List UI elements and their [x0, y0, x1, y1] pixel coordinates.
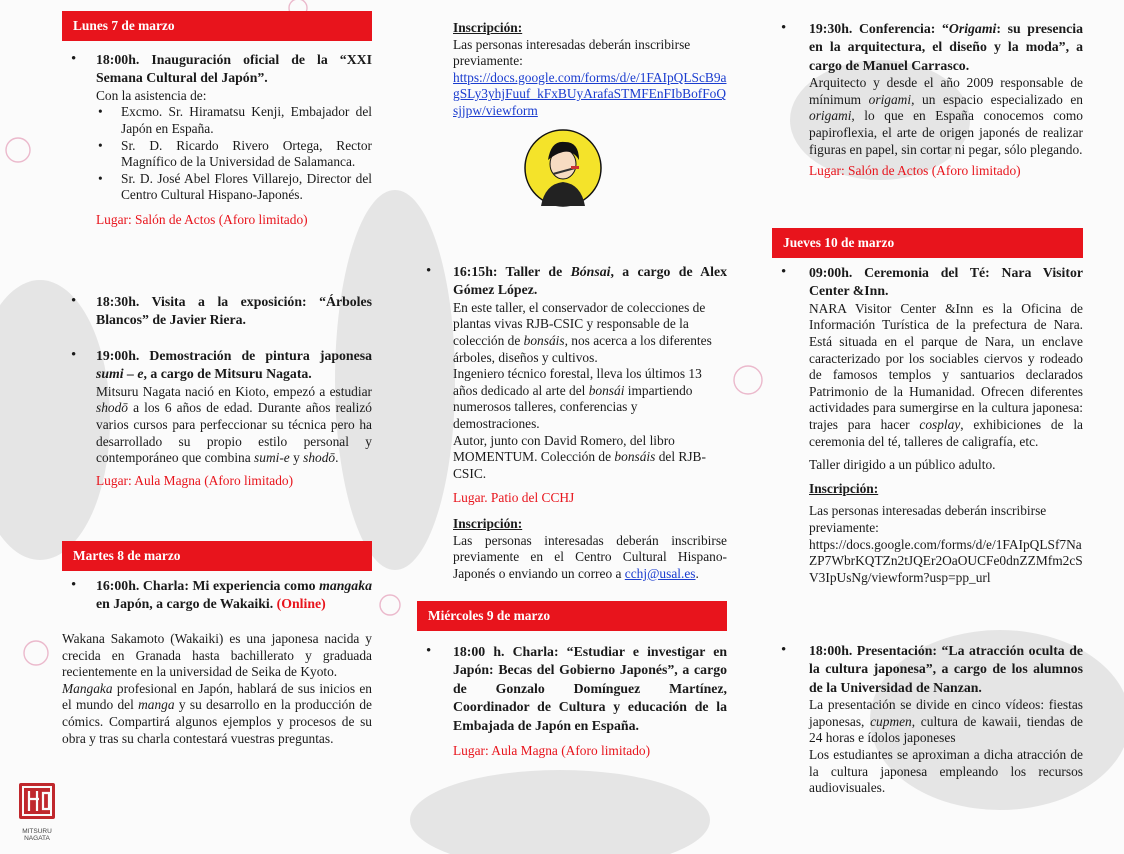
- email-link[interactable]: cchj@usal.es: [624, 565, 696, 581]
- event-title: 18:30h. Visita a la exposición: “Árboles Blancos” de Javier Riera.: [96, 294, 372, 328]
- inscripcion-text: Las personas interesadas deberán inscribirse previamente:: [809, 503, 1047, 535]
- online-badge: (Online): [276, 596, 326, 612]
- event-title: 18:00h. Inauguración oficial de la “XXI Semana Cultural del Japón”.: [96, 52, 372, 86]
- bullet: •: [781, 264, 787, 280]
- event-place: Lugar: Aula Magna (Aforo limitado): [453, 743, 651, 759]
- day-header-jueves: Jueves 10 de marzo: [772, 228, 1083, 258]
- mitsuru-nagata-logo: [17, 781, 57, 842]
- event-title: 16:15h: Taller de Bónsai, a cargo de Alex Gómez López.: [453, 264, 727, 298]
- event-place: Lugar: Aula Magna (Aforo limitado): [96, 472, 294, 488]
- day-header-miercoles: Miércoles 9 de marzo: [417, 601, 727, 631]
- attendee-item: • Sr. D. Ricardo Rivero Ortega, Rector Magnífico de la Universidad de Salamanca.: [121, 138, 372, 171]
- logo-caption: NAGATA: [24, 834, 50, 842]
- event-description: En este taller, el conservador de colecciones de plantas vivas RJB-CSIC y responsable de la colección de bonsáis, nos acerca a los diferentes árboles, diseños y cultivos.: [453, 299, 712, 365]
- bullet: •: [71, 293, 77, 309]
- bullet: •: [426, 263, 432, 279]
- inscripcion-block-2: [453, 516, 727, 582]
- event-title: 18:00 h. Charla: “Estudiar e investigar en Japón: Becas del Gobierno Japonés”, a cargo de Gonzalo Domínguez Martínez, Coordinador de Cultura y educación de la Embajada de Japón en España.: [453, 644, 727, 733]
- event-charla-mangaka: [62, 577, 372, 614]
- event-place: Lugar. Patio del CCHJ: [453, 490, 575, 506]
- bullet: •: [781, 20, 787, 36]
- inscripcion-text: Las personas interesadas deberán inscribirse previamente en el Centro Cultural Hispano-Japonés o enviando un correo a cchj@usal.es.: [453, 532, 727, 581]
- event-taller-bonsai: • 16:15h: Taller de Bónsai, a cargo de Alex Gómez López. En este taller, el conservador de colecciones de plantas vivas RJB-CSIC y responsable de la colección de bonsáis, nos acerca a los diferentes árboles, diseños y cultivos. Ingeniero técnico forestal, lleva los últimos 13 años dedicado al arte del bonsái impartiendo numerosos talleres, conferencias y demostraciones. Autor, junto con David Romero, del libro MOMENTUM. Colección de bonsáis del RJB-CSIC. Lugar. Patio del CCHJ: [426, 263, 727, 506]
- day-header-martes: Martes 8 de marzo: [62, 541, 372, 571]
- event-becas-japon: [417, 643, 727, 760]
- event-title: 19:30h. Conferencia: “Origami: su presencia en la arquitectura, el diseño y la moda”, a cargo de Manuel Carrasco.: [809, 21, 1083, 73]
- portrait-illustration: [523, 128, 603, 208]
- event-sumi-e: [62, 347, 372, 489]
- bullet: •: [71, 51, 77, 67]
- event-origami: [772, 20, 1083, 180]
- inscripcion-text: Las personas interesadas deberán inscribirse previamente:: [453, 36, 691, 69]
- event-description: La presentación se divide en cinco vídeos: fiestas japonesas, cupmen, cultura de kawaii, tiendas de 24 horas e ídolos japoneses: [809, 697, 1083, 746]
- event-place: Lugar: Salón de Actos (Aforo limitado): [809, 163, 1021, 179]
- event-description: NARA Visitor Center &Inn es la Oficina de Información Turística de la prefectura de Nara. Está situada en el parque de Nara, un enclave caracterizado por los sociables ciervos y rodeado de famosos templos y santuarios declarados Patrimonio de la Humanidad. Ofrecen diferentes actividades para sumergirse en la cultura japonesa: trajes para hacer cosplay, exhibiciones de la ceremonia del té, talleres de caligrafía, etc.: [809, 300, 1083, 449]
- bullet: •: [426, 643, 432, 659]
- event-charla-mangaka-description: Wakana Sakamoto (Wakaiki) es una japonesa nacida y crecida en Granada hasta bachillerato y graduada recientemente en la universidad de Seika de Kyoto. Mangaka profesional en Japón, hablará de sus inicios en el mundo del manga y su desarrollo en la producción de cómics. Compartirá algunos ejemplos y procesos de su obra y tras su charla contestará vuestras preguntas.: [62, 631, 372, 746]
- event-title: 16:00h. Charla: Mi experiencia como mangaka en Japón, a cargo de Wakaiki. (Online): [96, 578, 372, 612]
- event-intro: Con la asistencia de:: [96, 87, 207, 103]
- event-title: 19:00h. Demostración de pintura japonesa sumi – e, a cargo de Mitsuru Nagata.: [96, 348, 372, 382]
- inscripcion-block-1: [453, 20, 727, 120]
- logo-caption: MITSURU: [22, 827, 52, 835]
- inscripcion-label: Inscripción:: [809, 480, 879, 496]
- attendee-item: • Sr. D. José Abel Flores Villarejo, Director del Centro Cultural Hispano-Japonés.: [121, 171, 372, 204]
- event-title: 18:00h. Presentación: “La atracción oculta de la cultura japonesa”, a cargo de los alumnos de la Universidad de Nanzan.: [809, 643, 1083, 695]
- inscripcion-url[interactable]: https://docs.google.com/forms/d/e/1FAIpQLSf7NaZP7WbrKQTZn2tJQEr2OaOUCFe0dnZZMfm2cSV3IpUsNg/viewform?usp=pp_url: [809, 536, 1083, 585]
- seal-icon: [17, 781, 57, 821]
- event-presentacion-nanzan: • 18:00h. Presentación: “La atracción oculta de la cultura japonesa”, a cargo de los alumnos de la Universidad de Nanzan. La presentación se divide en cinco vídeos: fiestas japonesas, cupmen, cultura de kawaii, tiendas de 24 horas e ídolos japoneses Los estudiantes se aproximan a dicha atracción de la cultura japonesa empleando los recursos audiovisuales.: [781, 642, 1083, 796]
- event-inauguracion: [62, 51, 372, 229]
- bullet: •: [71, 347, 77, 363]
- event-place: Lugar: Salón de Actos (Aforo limitado): [96, 211, 308, 227]
- event-title: 09:00h. Ceremonia del Té: Nara Visitor Center &Inn.: [809, 265, 1083, 299]
- bullet: •: [781, 642, 787, 658]
- bullet: •: [71, 577, 77, 593]
- attendee-item: • Excmo. Sr. Hiramatsu Kenji, Embajador del Japón en España.: [121, 104, 372, 137]
- attendee-list: [96, 104, 372, 204]
- inscripcion-link[interactable]: https://docs.google.com/forms/d/e/1FAIpQLScB9agSLy3yhjFuuf_kFxBUyArafaSTMFEnFIbBofFoQsjjpw/viewform: [453, 69, 727, 118]
- inscripcion-label: Inscripción:: [453, 516, 523, 531]
- event-description: Mitsuru Nagata nació en Kioto, empezó a estudiar shodō a los 6 años de edad. Durante años realizó varios cursos para perfeccionar su técnica pero ha desarrollado su propio estilo personal y contemporáneo que combina sumi-e y shodō.: [96, 383, 372, 466]
- day-header-lunes: Lunes 7 de marzo: [62, 11, 372, 41]
- event-description: Arquitecto y desde el año 2009 responsable de mínimum origami, un espacio especializado en origami, lo que en España conocemos como papiroflexia, el arte de origen japonés de realizar figuras en papel, sin cortar ni pegar, sólo plegando.: [809, 75, 1083, 157]
- inscripcion-label: Inscripción:: [453, 20, 523, 35]
- event-ceremonia-te: • 09:00h. Ceremonia del Té: Nara Visitor Center &Inn. NARA Visitor Center &Inn es la Oficina de Información Turística de la prefectura de Nara. Está situada en el parque de Nara, un enclave caracterizado por los sociables ciervos y rodeado de famosos templos y santuarios declarados Patrimonio de la Humanidad. Ofrecen diferentes actividades para sumergirse en la cultura japonesa: trajes para hacer cosplay, exhibiciones de la ceremonia del té, talleres de caligrafía, etc. Taller dirigido a un público adulto. Inscripción: Las personas interesadas deberán inscribirse previamente: https://docs.google.com/forms/d/e/1FAIpQLSf7NaZP7WbrKQTZn2tJQEr2OaOUCFe0dnZZMfm2cSV3IpUsNg/viewform?usp=pp_url: [781, 264, 1083, 585]
- event-visita-exposicion: [62, 293, 372, 330]
